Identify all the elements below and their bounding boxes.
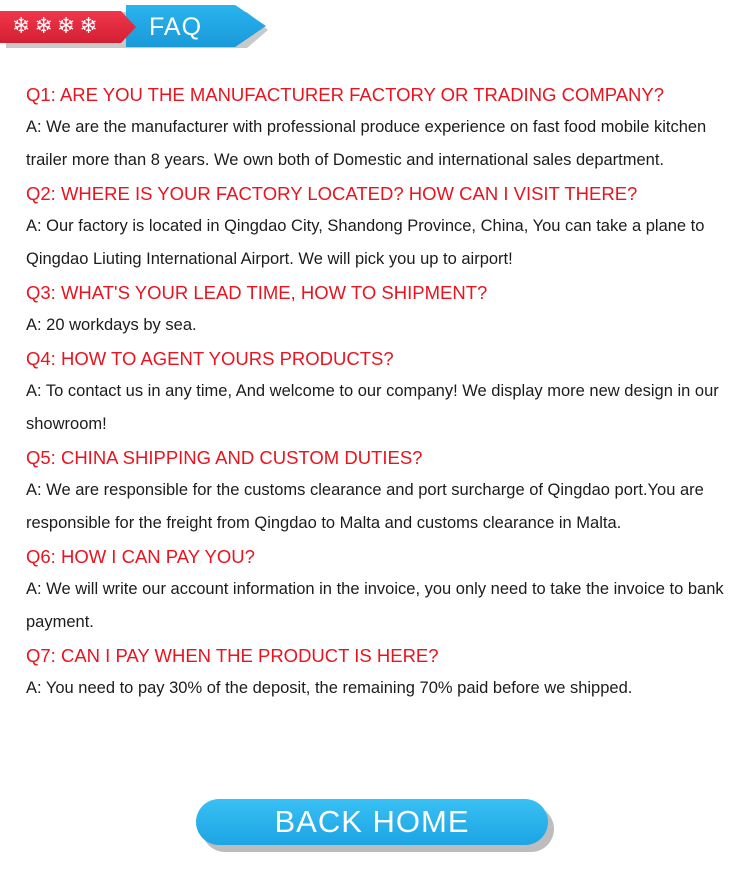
faq-question: Q2: WHERE IS YOUR FACTORY LOCATED? HOW CAN I VISIT THERE? <box>26 183 638 204</box>
faq-answer: A: We will write our account information in the invoice, you only need to take the invoice to bank payment. <box>26 580 724 631</box>
faq-item <box>26 639 742 705</box>
faq-answer: A: We are responsible for the customs clearance and port surcharge of Qingdao port.You are responsible for the freight from Qingdao to Malta and customs clearance in Malta. <box>26 481 704 532</box>
banner-title: FAQ <box>149 13 203 41</box>
faq-answer: A: We are the manufacturer with professional produce experience on fast food mobile kitchen trailer more than 8 years. We own both of Domestic and international sales department. <box>26 118 707 169</box>
faq-item <box>26 342 742 441</box>
faq-list <box>26 78 742 705</box>
faq-item <box>26 441 742 540</box>
snowflake-group <box>12 14 98 40</box>
faq-item <box>26 177 742 276</box>
faq-question: Q5: CHINA SHIPPING AND CUSTOM DUTIES? <box>26 447 423 468</box>
snowflake-icon: ❄ <box>34 14 53 39</box>
back-home-button[interactable]: BACK HOME <box>196 799 548 845</box>
snowflake-icon: ❄ <box>56 14 76 39</box>
faq-question: Q3: WHAT'S YOUR LEAD TIME, HOW TO SHIPMENT? <box>26 282 488 303</box>
faq-question: Q4: HOW TO AGENT YOURS PRODUCTS? <box>26 348 394 369</box>
faq-question: Q7: CAN I PAY WHEN THE PRODUCT IS HERE? <box>26 645 439 666</box>
faq-question: Q6: HOW I CAN PAY YOU? <box>26 546 255 567</box>
snowflake-icon: ❄ <box>79 14 98 39</box>
faq-item <box>26 78 742 177</box>
faq-item <box>26 276 742 342</box>
snowflake-icon: ❄ <box>12 14 31 39</box>
faq-answer: A: 20 workdays by sea. <box>26 316 197 334</box>
faq-answer: A: You need to pay 30% of the deposit, the remaining 70% paid before we shipped. <box>26 679 633 697</box>
faq-answer: A: To contact us in any time, And welcome to our company! We display more new design in our showroom! <box>26 382 719 433</box>
faq-banner <box>0 0 280 56</box>
faq-question: Q1: ARE YOU THE MANUFACTURER FACTORY OR TRADING COMPANY? <box>26 84 665 105</box>
faq-answer: A: Our factory is located in Qingdao City, Shandong Province, China, You can take a plane to Qingdao Liuting International Airport. We will pick you up to airport! <box>26 217 705 268</box>
faq-item <box>26 540 742 639</box>
